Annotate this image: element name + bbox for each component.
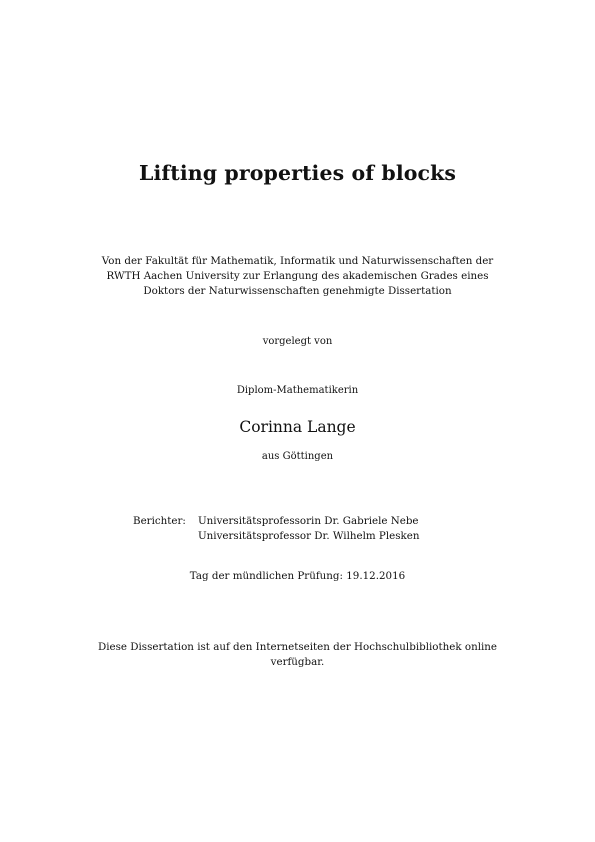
reviewer-name: Universitätsprofessorin Dr. Gabriele Nebe xyxy=(198,515,419,527)
faculty-line: RWTH Aachen University zur Erlangung des akademischen Grades eines xyxy=(106,270,489,283)
author-origin: aus Göttingen xyxy=(261,451,334,462)
submitted-by-text: vorgelegt von xyxy=(262,336,333,347)
availability-note xyxy=(90,640,505,669)
reviewer-name: Universitätsprofessor Dr. Wilhelm Plesken xyxy=(198,529,420,542)
author-name: Corinna Lange xyxy=(239,418,356,436)
author-degree: Diplom-Mathematikerin xyxy=(236,385,359,396)
faculty-statement xyxy=(60,254,535,300)
oral-exam-date: Tag der mündlichen Prüfung: 19.12.2016 xyxy=(189,570,406,582)
reviewer-list xyxy=(198,514,420,543)
availability-line: Diese Dissertation ist auf den Internetseiten der Hochschulbibliothek online xyxy=(97,641,498,653)
availability-line: verfügbar. xyxy=(270,655,325,668)
faculty-line: Doktors der Naturwissenschaften genehmigte Dissertation xyxy=(143,285,452,298)
dissertation-title: Lifting properties of blocks xyxy=(138,161,457,185)
faculty-line: Von der Fakultät für Mathematik, Informatik und Naturwissenschaften der xyxy=(101,255,494,267)
reviewers-label: Berichter: xyxy=(133,515,186,527)
